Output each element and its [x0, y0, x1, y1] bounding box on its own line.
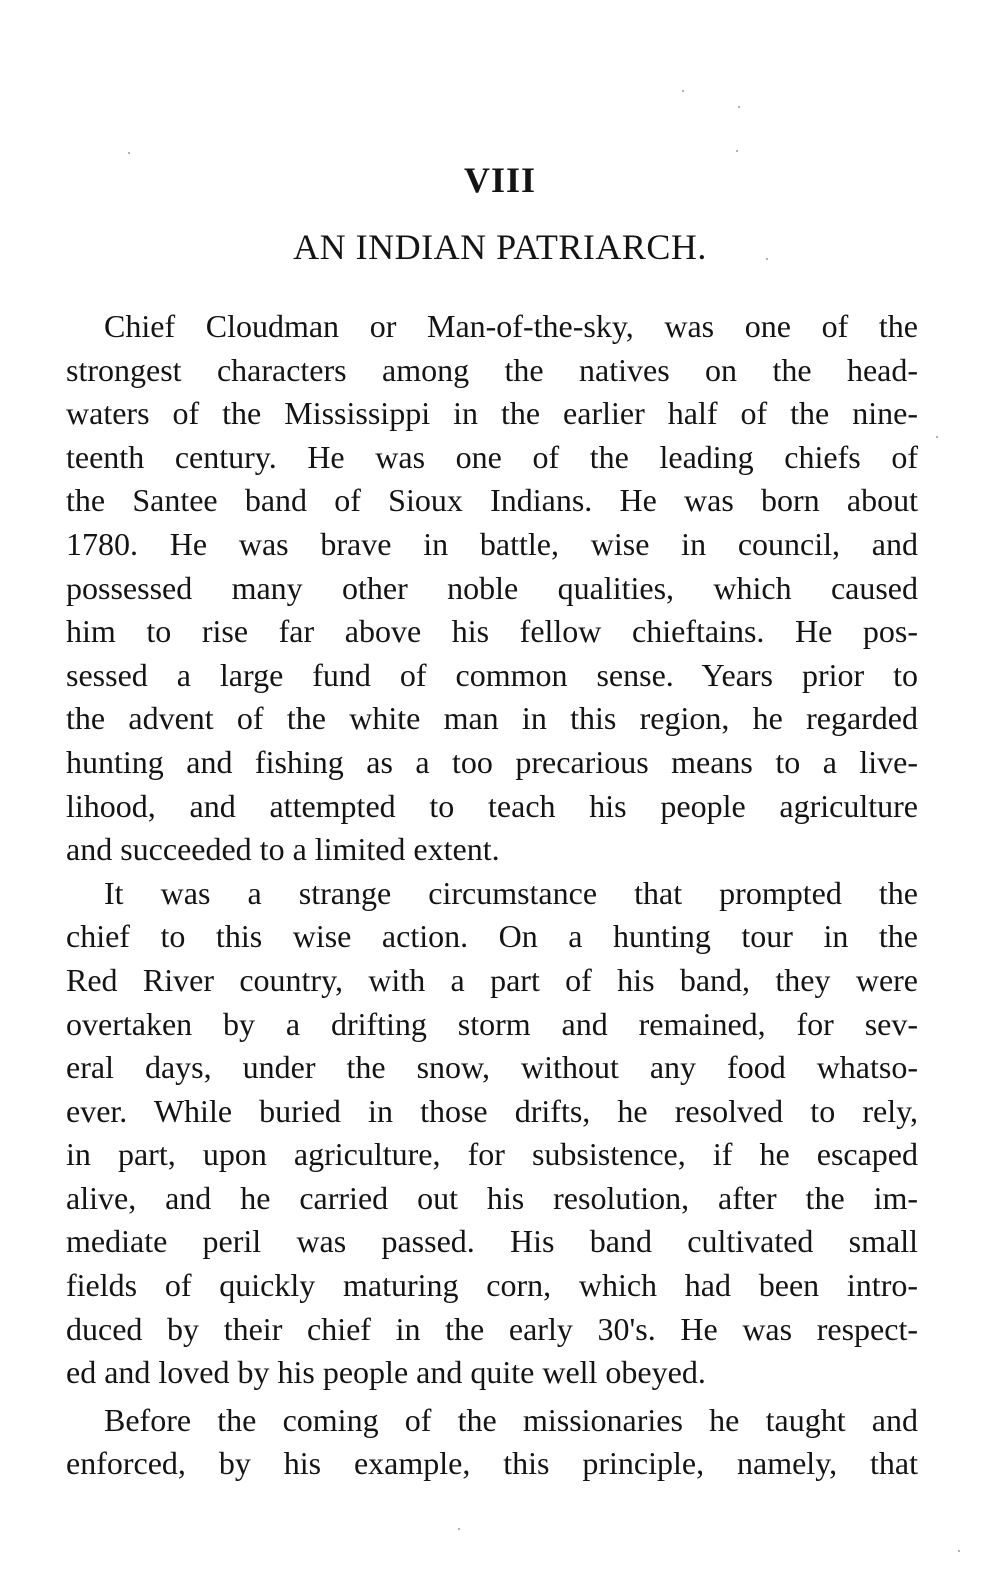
text-line: hunting and fishing as a too precarious means to a live-: [66, 743, 918, 780]
text-line: duced by their chief in the early 30's. He was respect-: [66, 1310, 918, 1347]
paragraph-3: [66, 1399, 918, 1486]
text-line: mediate peril was passed. His band cultivated small: [66, 1223, 918, 1260]
scan-speck: [936, 436, 938, 438]
scan-speck: [682, 90, 684, 92]
scan-speck: [958, 1550, 960, 1552]
text-line: him to rise far above his fellow chieftains. He pos-: [66, 613, 918, 650]
text-line: waters of the Mississippi in the earlier half of the nine-: [66, 395, 918, 432]
text-line: lihood, and attempted to teach his people agriculture: [66, 787, 918, 824]
text-line: Red River country, with a part of his band, they were: [66, 961, 918, 998]
text-line: ever. While buried in those drifts, he resolved to rely,: [66, 1092, 918, 1129]
text-line: ed and loved by his people and quite well obeyed.: [66, 1354, 706, 1391]
text-line: Before the coming of the missionaries he taught and: [104, 1401, 918, 1438]
text-line: sessed a large fund of common sense. Years prior to: [66, 656, 918, 693]
text-line: enforced, by his example, this principle, namely, that: [66, 1445, 918, 1482]
text-line: strongest characters among the natives on the head-: [66, 351, 918, 388]
text-line: It was a strange circumstance that prompted the: [104, 874, 918, 911]
paragraph-1: [66, 305, 918, 872]
text-line: 1780. He was brave in battle, wise in council, and: [66, 525, 918, 562]
scan-speck: [736, 150, 738, 152]
text-line: the advent of the white man in this region, he regarded: [66, 700, 918, 737]
text-line: the Santee band of Sioux Indians. He was born about: [66, 482, 918, 519]
text-line: possessed many other noble qualities, which caused: [66, 569, 918, 606]
text-line: teenth century. He was one of the leading chiefs of: [66, 438, 918, 475]
text-line: fields of quickly maturing corn, which had been intro-: [66, 1267, 918, 1304]
chapter-title: AN INDIAN PATRIARCH.: [293, 227, 707, 267]
text-line: Chief Cloudman or Man-of-the-sky, was one of the: [104, 308, 918, 344]
text-line: alive, and he carried out his resolution, after the im-: [66, 1179, 918, 1216]
body-text: [66, 305, 918, 1486]
scan-speck: [766, 258, 768, 260]
scan-speck: [738, 106, 740, 108]
paragraph-2: [66, 872, 918, 1395]
text-line: in part, upon agriculture, for subsistence, if he escaped: [66, 1136, 918, 1173]
scan-speck: [128, 152, 130, 154]
chapter-number: VIII: [463, 160, 537, 200]
text-line: chief to this wise action. On a hunting tour in the: [66, 918, 918, 955]
text-line: and succeeded to a limited extent.: [66, 831, 500, 868]
text-line: eral days, under the snow, without any food whatso-: [66, 1049, 918, 1086]
scan-speck: [458, 1528, 460, 1530]
text-line: overtaken by a drifting storm and remained, for sev-: [66, 1005, 918, 1042]
